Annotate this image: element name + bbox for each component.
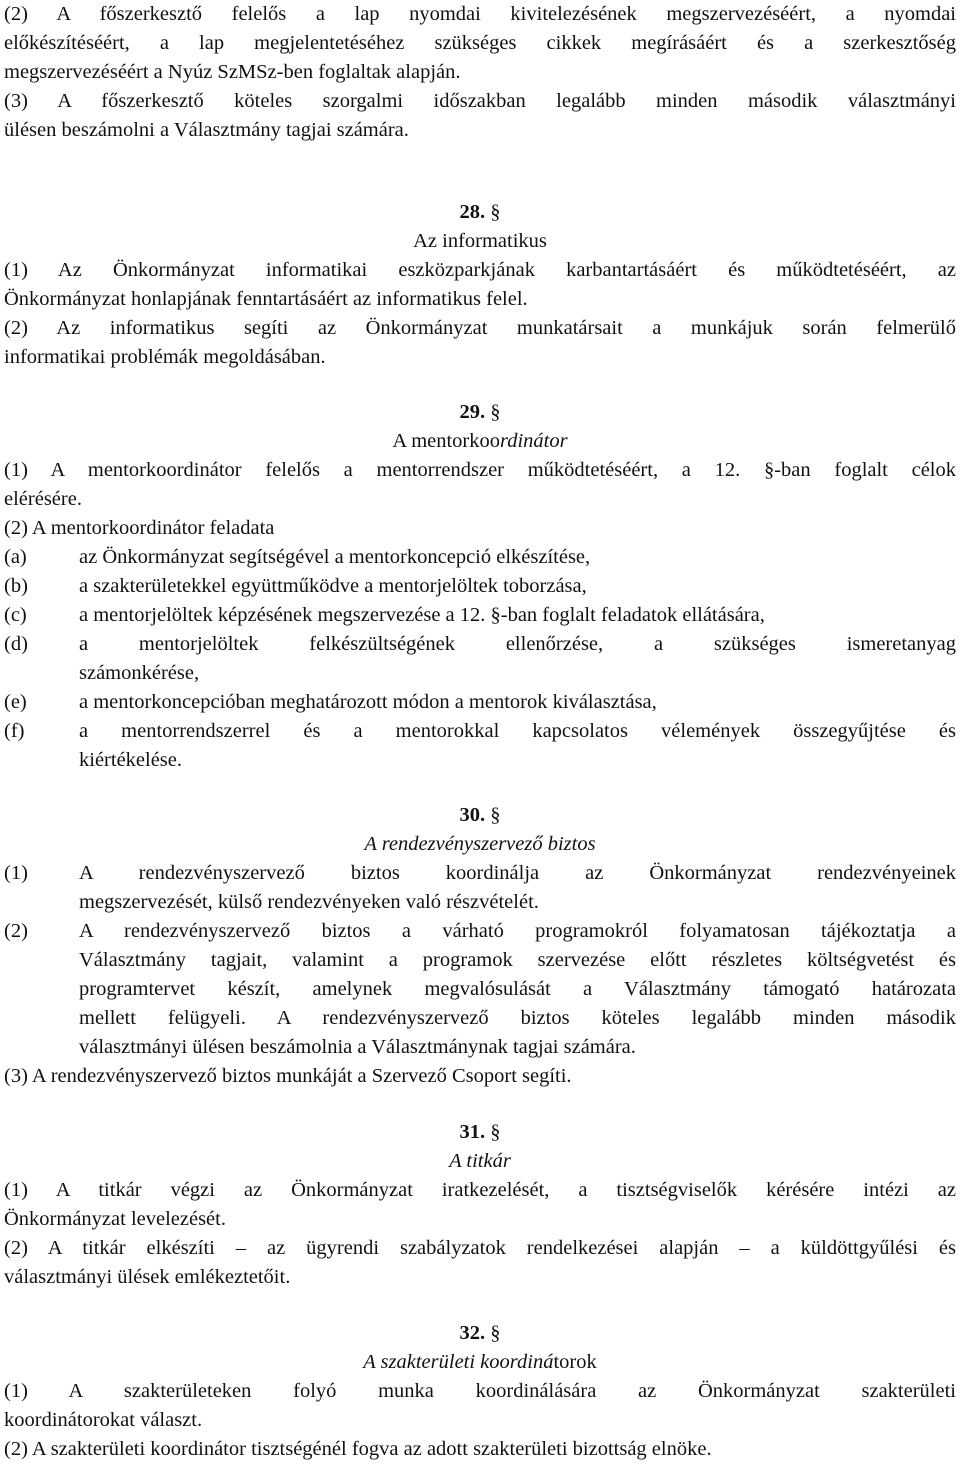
section-28-line-3: (2) Az informatikus segíti az Önkormányzat munkatársait a munkájuk során felmerülő xyxy=(4,317,956,339)
section-number: 32. xyxy=(459,1322,486,1344)
list-item-d-text-line-2: számonkérése, xyxy=(79,662,200,684)
section-30-p3: (3) A rendezvényszervező biztos munkáját a Szervező Csoport segíti. xyxy=(4,1065,572,1087)
section-30-p2-line-2: Választmány tagjait, valamint a programok szervezése előtt részletes költségvetést és xyxy=(79,949,956,971)
section-32-line-1: (1) A szakterületeken folyó munka koordinálására az Önkormányzat szakterületi xyxy=(4,1380,956,1402)
list-item-f-text-line-1: a mentorrendszerrel és a mentorokkal kapcsolatos vélemények összegyűjtése és xyxy=(79,720,956,742)
section-30-p1-line-1: A rendezvényszervező biztos koordinálja az Önkormányzat rendezvényeinek xyxy=(79,862,956,884)
section-sign: § xyxy=(490,401,501,423)
section-sign: § xyxy=(490,1322,501,1344)
list-item-c-text: a mentorjelöltek képzésének megszervezése a 12. §-ban foglalt feladatok ellátására, xyxy=(79,604,765,626)
section-32-line-2: koordinátorokat választ. xyxy=(4,1409,203,1431)
intro-paragraph-2-line-3: megszervezéséért a Nyúz SzMSz-ben foglaltak alapján. xyxy=(4,61,461,83)
list-item-f-text-line-2: kiértékelése. xyxy=(79,749,183,771)
list-item-b-text: a szakterületekkel együttműködve a mentorjelöltek toborzása, xyxy=(79,575,587,597)
section-number: 28. xyxy=(459,201,486,223)
section-number: 31. xyxy=(459,1121,486,1143)
section-sign: § xyxy=(490,201,501,223)
list-item-label: (b) xyxy=(4,575,28,597)
section-32-heading xyxy=(0,1319,960,1348)
list-item-d-text-line-1: a mentorjelöltek felkészültségének ellenőrzése, a szükséges ismeretanyag xyxy=(79,633,956,655)
section-31-title: A titkár xyxy=(449,1150,511,1172)
section-29-line-1: (1) A mentorkoordinátor felelős a mentorrendszer működtetéséért, a 12. §-ban foglalt célok xyxy=(4,459,956,481)
section-29-title xyxy=(0,427,960,456)
section-28-line-2: Önkormányzat honlapjának fenntartásáért az informatikus felel. xyxy=(4,288,528,310)
list-item-label: (a) xyxy=(4,546,27,568)
intro-paragraph-2-line-1: (2) A főszerkesztő felelős a lap nyomdai kivitelezésének megszervezéséért, a nyomdai xyxy=(4,3,956,25)
paragraph-label: (1) xyxy=(4,862,28,884)
section-31-line-4: választmányi ülések emlékeztetőit. xyxy=(4,1266,291,1288)
section-number: 30. xyxy=(459,804,486,826)
section-30-p2-line-5: választmányi ülésen beszámolnia a Választmánynak tagjai számára. xyxy=(79,1036,636,1058)
section-30-heading xyxy=(0,801,960,830)
section-30-p2-line-1: A rendezvényszervező biztos a várható programokról folyamatosan tájékoztatja a xyxy=(79,920,956,942)
list-item-label: (c) xyxy=(4,604,27,626)
list-item-label: (e) xyxy=(4,691,27,713)
section-28-line-4: informatikai problémák megoldásában. xyxy=(4,346,326,368)
section-31-line-1: (1) A titkár végzi az Önkormányzat iratkezelését, a tisztségviselők kérésére intézi az xyxy=(4,1179,956,1201)
section-31-line-2: Önkormányzat levelezését. xyxy=(4,1208,226,1230)
section-29-heading xyxy=(0,398,960,427)
section-29-line-3: (2) A mentorkoordinátor feladata xyxy=(4,517,275,539)
section-32-line-3: (2) A szakterületi koordinátor tisztségénél fogva az adott szakterületi bizottság elnöke. xyxy=(4,1438,712,1460)
title-part: torok xyxy=(553,1351,597,1373)
paragraph-label: (2) xyxy=(4,920,28,942)
section-30-title: A rendezvényszervező biztos xyxy=(364,833,596,855)
list-item-a-text: az Önkormányzat segítségével a mentorkoncepció elkészítése, xyxy=(79,546,591,568)
list-item-e-text: a mentorkoncepcióban meghatározott módon a mentorok kiválasztása, xyxy=(79,691,657,713)
section-30-p1-line-2: megszervezését, külső rendezvényeken való részvételét. xyxy=(79,891,539,913)
section-sign: § xyxy=(490,1121,501,1143)
intro-paragraph-2-line-2: előkészítéséért, a lap megjelentetéséhez szükséges cikkek megírásáért és a szerkesztőség xyxy=(4,32,956,54)
intro-paragraph-3-line-2: ülésen beszámolni a Választmány tagjai számára. xyxy=(4,119,409,141)
section-29-line-2: elérésére. xyxy=(4,488,82,510)
section-28-heading xyxy=(0,198,960,227)
section-31-line-3: (2) A titkár elkészíti – az ügyrendi szabályzatok rendelkezései alapján – a küldöttgyűlési és xyxy=(4,1237,956,1259)
list-item-label: (d) xyxy=(4,633,28,655)
section-32-title xyxy=(0,1348,960,1377)
title-part: A mentorkoo xyxy=(392,430,501,452)
section-sign: § xyxy=(490,804,501,826)
title-part-italic: rdinátor xyxy=(500,430,568,452)
section-31-heading xyxy=(0,1118,960,1147)
list-item-label: (f) xyxy=(4,720,25,742)
intro-paragraph-3-line-1: (3) A főszerkesztő köteles szorgalmi időszakban legalább minden második választmányi xyxy=(4,90,956,112)
section-30-p2-line-3: programtervet készít, amelynek megvalósulását a Választmány támogató határozata xyxy=(79,978,956,1000)
section-28-line-1: (1) Az Önkormányzat informatikai eszközparkjának karbantartásáért és működtetéséért, az xyxy=(4,259,956,281)
title-part-italic: A szakterületi koordiná xyxy=(363,1351,554,1373)
section-number: 29. xyxy=(459,401,486,423)
section-30-p2-line-4: mellett felügyeli. A rendezvényszervező biztos köteles legalább minden második xyxy=(79,1007,956,1029)
section-28-title: Az informatikus xyxy=(413,230,547,252)
